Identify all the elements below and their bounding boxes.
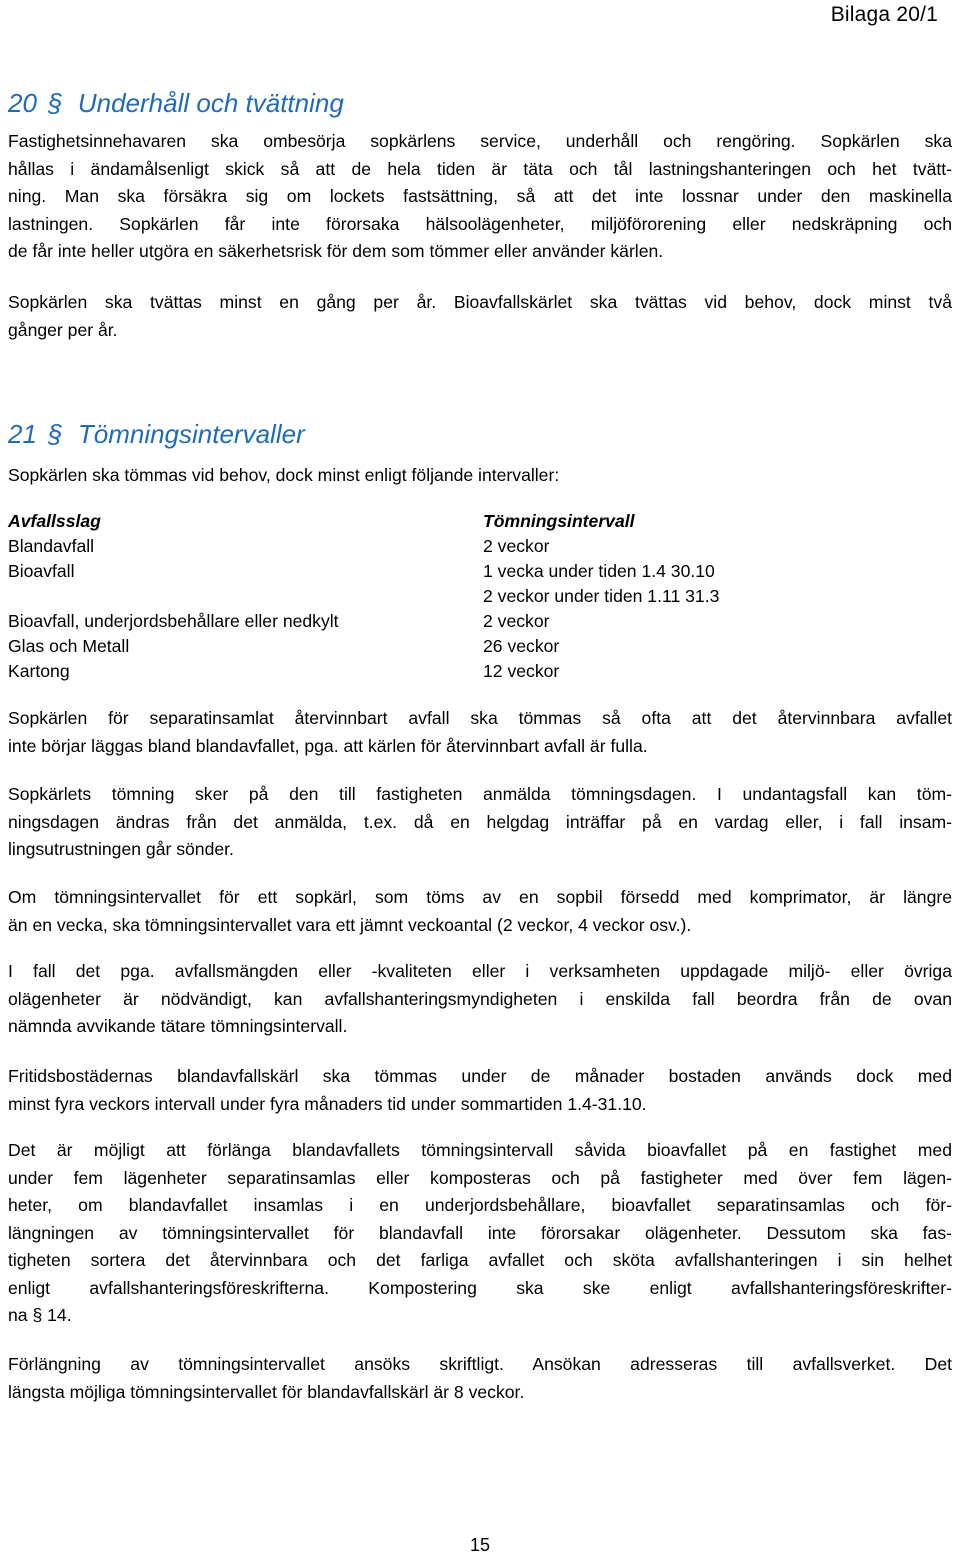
section-21-paragraph-5 <box>8 1063 952 1118</box>
text-line: tigheten sortera det återvinnbara och det farliga avfallet och sköta avfallshanteringen i sin helhet <box>8 1250 952 1270</box>
text-line: de får inte heller utgöra en säkerhetsrisk för dem som tömmer eller använder kärlen. <box>8 241 664 261</box>
waste-type-cell: Kartong <box>8 661 70 681</box>
table-row <box>8 611 952 636</box>
text-line: lastningen. Sopkärlen får inte förorsaka hälsoolägenheter, miljöförorening eller nedskräpning och <box>8 213 952 234</box>
section-21-symbol: § <box>48 419 63 449</box>
text-line: olägenheter är nödvändigt, kan avfallshanteringsmyndigheten i enskilda fall beordra från de ovan <box>8 988 952 1009</box>
page-number: 15 <box>469 1535 491 1555</box>
section-20-heading <box>8 88 344 119</box>
text-line: längsta möjliga tömningsintervallet för blandavfallskärl är 8 veckor. <box>8 1381 525 1402</box>
waste-type-cell: Blandavfall <box>8 536 95 556</box>
table-row <box>8 536 952 561</box>
table-row <box>8 661 952 686</box>
text-line: än en vecka, ska tömningsintervallet vara ett jämnt veckoantal (2 veckor, 4 veckor osv.). <box>8 914 692 935</box>
text-line: Sopkärlen ska tömmas vid behov, dock minst enligt följande intervaller: <box>8 465 560 485</box>
section-21-paragraph-6 <box>8 1137 952 1330</box>
text-line: Fritidsbostädernas blandavfallskärl ska tömmas under de månader bostaden används dock med <box>8 1066 952 1086</box>
text-line: Sopkärlen för separatinsamlat återvinnbart avfall ska tömmas så ofta att det återvinnbara avfallet <box>8 708 952 728</box>
section-21-paragraph-4 <box>8 958 952 1041</box>
section-20-number: 20 <box>8 88 37 118</box>
section-20-symbol: § <box>48 88 63 118</box>
section-21-heading <box>8 419 305 450</box>
section-21-intro <box>8 462 952 490</box>
text-line: Sopkärlets tömning sker på den till fastigheten anmälda tömningsdagen. I undantagsfall kan töm- <box>8 784 952 804</box>
column-header-interval: Tömningsintervall <box>483 511 635 531</box>
table-header-row <box>8 511 952 536</box>
text-line: nämnda avvikande tätare tömningsintervall. <box>8 1016 348 1036</box>
waste-type-cell: Bioavfall <box>8 561 75 581</box>
text-line: längningen av tömningsintervallet för blandavfall inte förorsakar olägenheter. Dessutom ska fas- <box>8 1222 952 1243</box>
text-line: Sopkärlen ska tvättas minst en gång per år. Bioavfallskärlet ska tvättas vid behov, dock minst två <box>8 292 952 312</box>
emptying-interval-table <box>8 511 952 686</box>
text-line: lingsutrustningen går sönder. <box>8 839 234 859</box>
text-line: Om tömningsintervallet för ett sopkärl, som töms av en sopbil försedd med komprimator, är längre <box>8 887 952 907</box>
text-line: inte börjar läggas bland blandavfallet, pga. att kärlen för återvinnbart avfall är fulla. <box>8 735 648 756</box>
page-header <box>831 3 938 27</box>
text-line: I fall det pga. avfallsmängden eller -kvaliteten eller i verksamheten uppdagade miljö- eller övriga <box>8 961 952 981</box>
section-21-paragraph-1 <box>8 705 952 760</box>
text-line: Det är möjligt att förlänga blandavfallets tömningsintervall såvida bioavfallet på en fastighet med <box>8 1140 952 1160</box>
section-20-paragraph-1 <box>8 128 952 266</box>
interval-cell: 2 veckor <box>483 536 550 556</box>
appendix-label: Bilaga 20/1 <box>830 3 938 26</box>
text-line: ning. Man ska försäkra sig om lockets fastsättning, så att det inte lossnar under den maskinella <box>8 186 952 206</box>
section-20-title: Underhåll och tvättning <box>77 88 344 118</box>
section-21-paragraph-2 <box>8 781 952 864</box>
text-line: Fastighetsinnehavaren ska ombesörja sopkärlens service, underhåll och rengöring. Sopkärlen ska <box>8 131 952 151</box>
text-line: ningsdagen ändras från det anmälda, t.ex. då en helgdag inträffar på en vardag eller, i fall insam- <box>8 811 952 832</box>
text-line: minst fyra veckors intervall under fyra månaders tid under sommartiden 1.4-31.10. <box>8 1093 647 1114</box>
waste-type-cell: Glas och Metall <box>8 636 130 656</box>
text-line: under fem lägenheter separatinsamlas eller komposteras och på fastigheter med över fem lägen- <box>8 1167 952 1188</box>
text-line: Förlängning av tömningsintervallet ansöks skriftligt. Ansökan adresseras till avfallsverket. Det <box>8 1354 952 1374</box>
interval-cell: 1 vecka under tiden 1.4 30.10 <box>483 561 715 581</box>
section-20-paragraph-2 <box>8 289 952 344</box>
section-21-paragraph-7 <box>8 1351 952 1406</box>
text-line: gånger per år. <box>8 319 118 340</box>
section-21-title: Tömningsintervaller <box>77 419 305 449</box>
interval-cell: 2 veckor <box>483 611 550 631</box>
section-21-paragraph-3 <box>8 884 952 939</box>
table-row <box>8 586 952 611</box>
text-line: heter, om blandavfallet insamlas i en underjordsbehållare, bioavfallet separatinsamlas och för- <box>8 1195 952 1215</box>
interval-cell: 12 veckor <box>483 661 560 681</box>
column-header-waste-type: Avfallsslag <box>8 511 101 531</box>
interval-cell: 26 veckor <box>483 636 560 656</box>
interval-cell: 2 veckor under tiden 1.11 31.3 <box>483 586 720 606</box>
table-row <box>8 561 952 586</box>
text-line: enligt avfallshanteringsföreskrifterna. Kompostering ska ske enligt avfallshanteringsföreskrifter- <box>8 1277 952 1298</box>
waste-type-cell: Bioavfall, underjordsbehållare eller nedkylt <box>8 611 339 631</box>
table-row <box>8 636 952 661</box>
section-21-number: 21 <box>8 419 37 449</box>
text-line: na § 14. <box>8 1305 72 1325</box>
text-line: hållas i ändamålsenligt skick så att de hela tiden är täta och tål lastningshanteringen och het tvätt- <box>8 158 952 179</box>
